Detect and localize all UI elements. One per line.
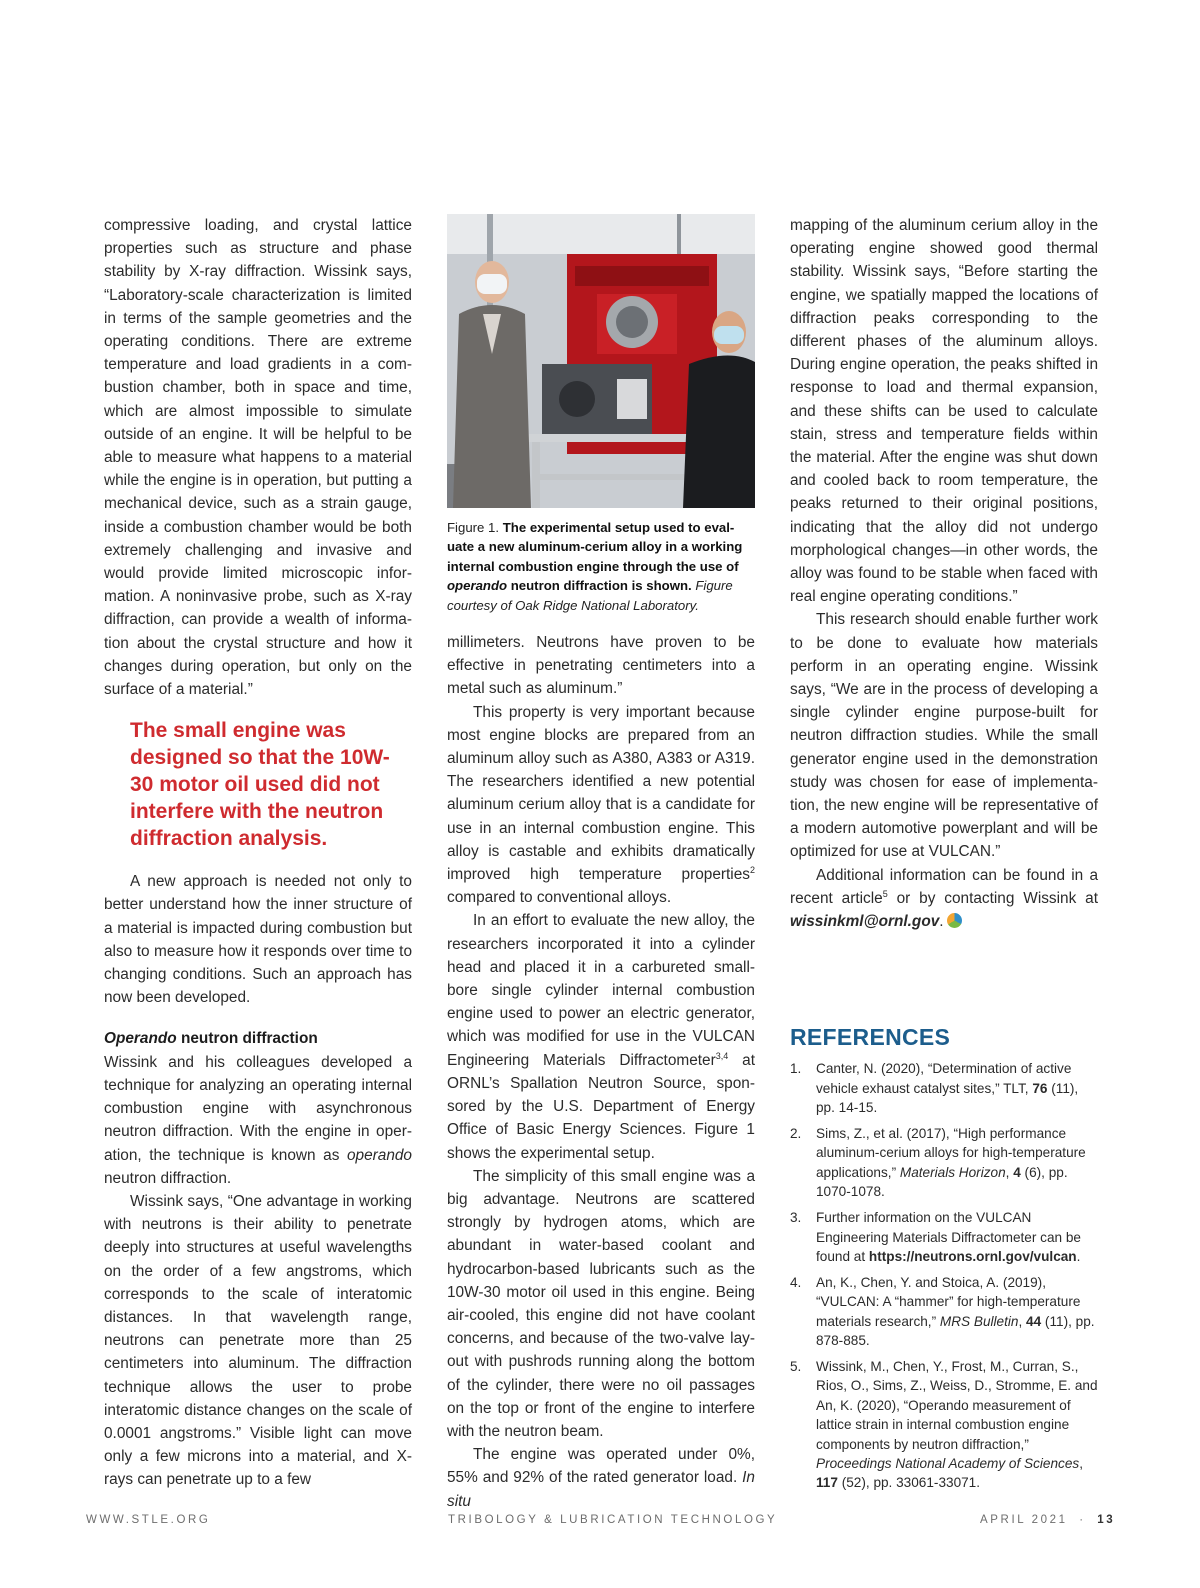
body-paragraph (447, 909, 755, 1164)
reference-number: 3. (790, 1210, 802, 1226)
reference-text: Sims, Z., et al. (2017), “High performance aluminum-cerium alloys for high-temperature applications,” (816, 1126, 1086, 1180)
figure-label: Figure 1. (447, 520, 503, 535)
reference-volume: 44 (1026, 1313, 1042, 1329)
reference-volume: 117 (816, 1475, 838, 1491)
body-paragraph: A new approach is needed not only to better understand how the inner structure of a material is impacted during combustion but also to measure how it responds over time to changing conditions. Such an approach has now been developed. (104, 873, 412, 1007)
reference-journal: Materials Horizon (899, 1164, 1006, 1180)
text-run: or by contacting Wissink at (887, 889, 1098, 907)
footer-publication: TRIBOLOGY & LUBRICATION TECHNOLOGY (448, 1514, 778, 1526)
reference-text: (52), pp. 33061-33071. (837, 1475, 981, 1491)
figure-photo (447, 214, 755, 508)
reference-journal: MRS Bulletin (939, 1313, 1019, 1329)
page-number: 13 (1097, 1514, 1116, 1526)
body-paragraph: This research should enable further work to be done to evaluate how materials perform in an operating engine. Wissink says, “We are in the process of developing a single cylinder engine purpose-built for neutron diffraction studies. While the small generator engine used in the demonstration study was chosen for ease of implementation, the new engine will be representative of a modern automotive powerplant and will be optimized for use at VULCAN.” (790, 611, 1098, 861)
citation-superscript: 3,4 (715, 1050, 729, 1061)
footer-date (980, 1514, 1115, 1526)
footer-month: APRIL 2021 (980, 1514, 1068, 1526)
reference-number: 4. (790, 1274, 802, 1290)
figure-credit: Figure courtesy of Oak Ridge National Laboratory. (447, 578, 733, 613)
body-paragraph (447, 1443, 755, 1513)
body-paragraph (447, 701, 755, 910)
text-run: Additional information can be found in a recent article (790, 866, 1098, 907)
reference-text: Further information on the VULCAN Engineering Materials Diffractometer can be found at (816, 1210, 1081, 1264)
reference-text: An, K., Chen, Y. and Stoica, A. (2019), “VULCAN: A “hammer” for high-temperature materials research,” (816, 1274, 1081, 1329)
pull-quote: The small engine was designed so that the 10W-30 motor oil used did not interfere with the neutron diffraction analysis. (130, 719, 390, 851)
reference-text: Canter, N. (2020), “Determination of active vehicle exhaust catalyst sites,” TLT, (816, 1061, 1072, 1096)
figure-caption (447, 518, 755, 615)
reference-item (790, 1208, 1098, 1266)
body-paragraph: The simplicity of this small engine was a big advantage. Neutrons are scattered strongly by hydrogen atoms, which are abundant in water-based coolant and hydrocarbon-based lubricants such as the 10W-30 motor oil used in this engine. Being air-cooled, this engine did not have coolant concerns, and because of the two-valve layout with pushrods running along the bottom of the cylinder, there were no oil passages on the top or front of the engine to interfere with the neutron beam. (447, 1167, 755, 1440)
citation-superscript: 5 (882, 888, 888, 899)
text-run: . (939, 913, 944, 931)
reference-text: (6), pp. 1070-1078. (816, 1164, 1068, 1200)
stle-end-mark-icon (947, 913, 962, 928)
body-paragraph: Wissink says, “One advantage in working with neutrons is their ability to penetrate deeply into structures at useful wavelengths on the order of a few angstroms, which corresponds to the scale of interatomic distances. In that wavelength range, neutrons can penetrate more than 25 centimeters into aluminum. The diffraction technique allows the user to probe interatomic distance changes on the scale of 0.0001 angstroms.” Visible light can move only a few microns into a material, and X-rays can penetrate up to a few (104, 1192, 412, 1489)
reference-text: , (1018, 1313, 1027, 1329)
references-heading: REFERENCES (790, 1024, 951, 1051)
body-paragraph: mapping of the aluminum cerium alloy in the operating engine showed good thermal stability. Wissink says, “Before starting the engine, we spatially mapped the locations of diffraction peaks corresponding to the different phases of the aluminum alloys. During engine operation, the peaks shifted in response to load and thermal expansion, and these shifts can be used to calculate stain, stress and temperature fields within the material. After the engine was shut down and cooled back to room temperature, the peaks returned to their original positions, indicating that the alloy did not undergo morphological changes—in other words, the alloy was found to be stable when faced with real engine operating conditions.” (790, 217, 1098, 606)
reference-text: , (1079, 1456, 1083, 1472)
text-run: In an effort to evaluate the new alloy, the researchers incorporated it into a cylinder head and placed it in a carbureted small-bore single cylinder internal combustion engine used to power an electric generator, which was modified for use in the VULCAN Engineering Materials Diffractometer (447, 912, 755, 1069)
reference-item (790, 1273, 1098, 1351)
caption-bold: neutron diffraction is shown. (507, 578, 692, 594)
reference-number: 1. (790, 1061, 802, 1077)
body-paragraph: compressive loading, and crystal lattice properties such as structure and phase stability by X-ray diffraction. Wissink says, “Laboratory-scale characterization is limited in terms of the sample geometries and the operating conditions. There are extreme temperature and load gradients in a combustion chamber, both in space and time, which are almost impossible to simulate outside of an engine. It will be helpful to be able to measure what happens to a material while the engine is in operation, but putting a mechanical device, such as a strain gauge, inside a combustion chamber would be both extremely challenging and invasive and would provide limited microscopic information. A noninvasive probe, such as X-ray diffraction, can provide a wealth of information about the crystal structure and how it changes during operation, but only on the surface of a material.” (104, 217, 412, 699)
references-list (790, 1059, 1098, 1493)
reference-text: (11), pp. 878-885. (816, 1313, 1095, 1349)
reference-number: 2. (790, 1126, 802, 1142)
reference-item (790, 1357, 1098, 1493)
reference-text: Wissink, M., Chen, Y., Frost, M., Curran, S., Rios, O., Sims, Z., Weiss, D., Stromme, E. and An, K. (2020), “Operando measurement of lattice strain in internal combustion engine components by neutron diffraction,” (816, 1358, 1098, 1452)
column-1 (104, 214, 412, 1492)
reference-volume: https://neutrons.ornl.gov/vulcan (868, 1248, 1077, 1264)
section-heading (104, 1027, 412, 1050)
column-2 (447, 214, 755, 1513)
lab-photo-illustration (447, 214, 755, 508)
text-run: The engine was operated under 0%, 55% and 92% of the rated generator load. (447, 1446, 755, 1487)
text-run: neutron diffraction. (104, 1169, 232, 1187)
italic-run: operando (346, 1146, 412, 1164)
column-3 (790, 214, 1098, 1499)
section-heading-italic: Operando (104, 1030, 177, 1048)
body-paragraph: millimeters. Neutrons have proven to be effective in penetrating centimeters into a metal such as aluminum.” (447, 634, 755, 698)
body-paragraph (790, 864, 1098, 934)
italic-run: In situ (447, 1469, 755, 1510)
reference-number: 5. (790, 1358, 802, 1374)
reference-text: (11), pp. 14-15. (816, 1080, 1079, 1116)
footer-website: WWW.STLE.ORG (86, 1514, 211, 1526)
reference-text: , (1005, 1164, 1014, 1180)
footer-separator: · (1079, 1514, 1086, 1526)
reference-volume: 76 (1032, 1080, 1048, 1096)
section-heading-text: neutron diffraction (176, 1030, 318, 1048)
email-link[interactable]: wissinkml@ornl.gov (790, 913, 940, 931)
reference-item (790, 1124, 1098, 1202)
reference-journal: Proceedings National Academy of Sciences (816, 1456, 1080, 1472)
body-paragraph (104, 1051, 412, 1190)
citation-superscript: 2 (749, 864, 755, 875)
reference-item (790, 1059, 1098, 1117)
text-run: Wissink and his colleagues developed a technique for analyzing an operating internal combustion engine with asynchronous neutron diffraction. With the engine in operation, the technique is known as (104, 1053, 412, 1164)
text-run: at ORNL’s Spallation Neutron Source, sponsored by the U.S. Department of Energy Office of Basic Energy Sciences. Figure 1 shows the experimental setup. (447, 1051, 755, 1162)
text-run: This property is very important because most engine blocks are prepared from an aluminum alloy such as A380, A383 or A319. The researchers identified a new potential aluminum cerium alloy that is a candidate for use in an internal combustion engine. This alloy is castable and exhibits dramatically improved high temperature properties (447, 703, 755, 884)
reference-volume: 4 (1013, 1164, 1021, 1180)
caption-bold-italic: operando (447, 578, 508, 594)
reference-text: . (1076, 1248, 1081, 1264)
caption-bold: The experimental setup used to evaluate a new aluminum-cerium alloy in a working internal combustion engine through the use of (447, 520, 743, 574)
text-run: compared to conventional alloys. (447, 889, 672, 907)
